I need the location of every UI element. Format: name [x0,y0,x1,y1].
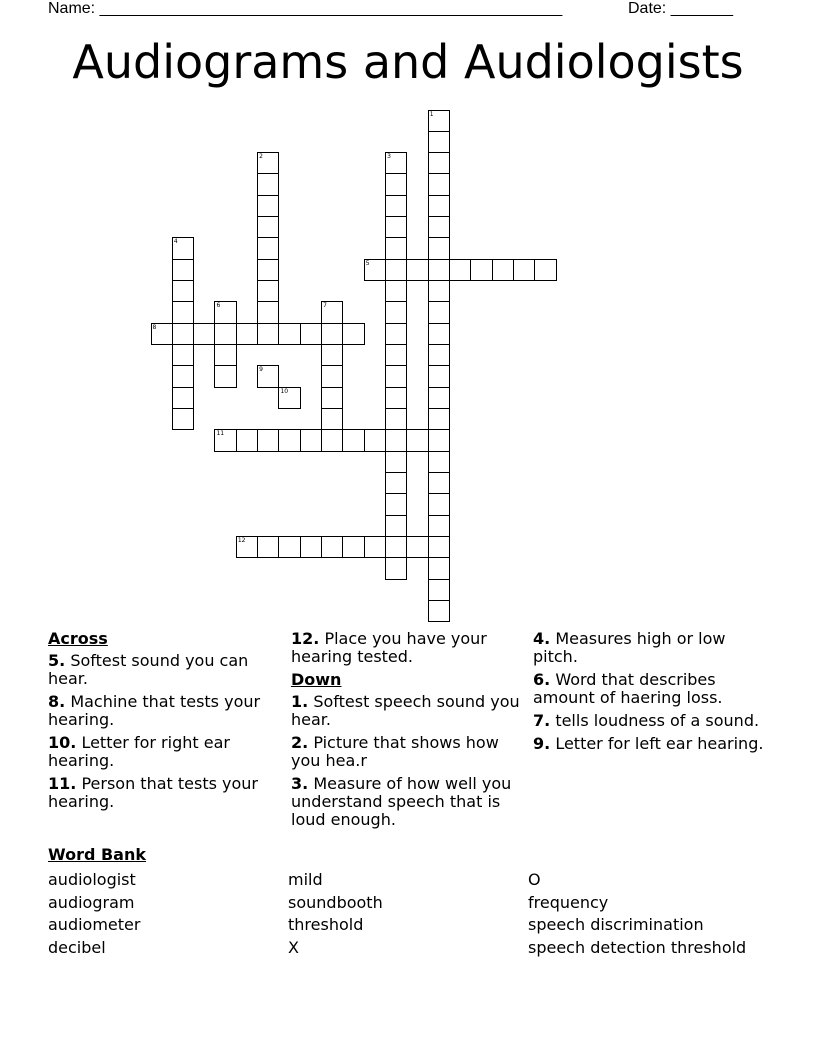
crossword-cell[interactable] [385,365,407,387]
crossword-cell[interactable] [300,323,322,345]
cell-number: 3 [387,153,391,161]
crossword-cell[interactable] [172,344,194,366]
crossword-cell[interactable] [428,323,450,345]
crossword-cell[interactable] [257,536,279,558]
crossword-cell[interactable] [385,536,407,558]
clue-number: 11. [48,774,77,793]
crossword-cell[interactable] [428,429,450,451]
cell-number: 11 [216,430,225,438]
date-line[interactable]: Date: _______ [628,0,733,17]
crossword-cell[interactable] [428,536,450,558]
crossword-cell[interactable] [321,323,343,345]
crossword-cell[interactable] [321,536,343,558]
clue-text: Softest speech sound you hear. [291,692,520,729]
crossword-cell[interactable] [257,173,279,195]
crossword-cell[interactable] [257,323,279,345]
clue-number: 4. [533,629,551,648]
crossword-cell[interactable] [385,301,407,323]
clue-text: Picture that shows how you hea.r [291,733,499,770]
crossword-cell[interactable] [428,408,450,430]
crossword-cell[interactable] [342,536,364,558]
word-bank [48,845,747,958]
crossword-cell[interactable] [428,216,450,238]
crossword-cell[interactable] [278,536,300,558]
crossword-cell[interactable] [257,280,279,302]
word-bank-item: X [288,938,299,958]
crossword-cell[interactable] [428,301,450,323]
crossword-cell[interactable] [385,237,407,259]
word-bank-item: speech discrimination [528,915,704,935]
crossword-cell[interactable] [236,429,258,451]
cell-number: 8 [152,323,157,331]
down-heading: Down [291,670,342,689]
crossword-cell[interactable] [364,429,386,451]
word-bank-item: audiogram [48,892,135,912]
crossword-cell[interactable] [449,259,471,281]
crossword-cell[interactable] [406,259,428,281]
crossword-cell[interactable] [406,536,428,558]
across-heading: Across [48,629,108,648]
crossword-cell[interactable] [428,600,450,622]
cell-number: 4 [173,238,178,246]
crossword-cell[interactable] [428,365,450,387]
crossword-cell[interactable] [300,536,322,558]
word-bank-column-3 [528,869,768,960]
clue-number: 1. [291,692,309,711]
crossword-cell[interactable] [513,259,535,281]
clue-text: Measure of how well you understand speech that is loud enough. [291,774,512,829]
clue-across-11 [48,775,284,811]
crossword-cell[interactable] [385,557,407,579]
crossword-cell[interactable] [428,152,450,174]
crossword-cell[interactable] [385,280,407,302]
crossword-cell[interactable] [385,515,407,537]
cell-number: 1 [429,110,434,118]
name-line[interactable]: Name: ____________________________________________________ [48,0,563,17]
clue-text: Machine that tests your hearing. [48,692,261,729]
clue-across-8 [48,693,284,729]
clue-across-5 [48,652,284,688]
crossword-cell[interactable] [257,301,279,323]
word-bank-title: Word Bank [48,845,147,864]
word-bank-item: O [528,870,541,889]
crossword-cell[interactable] [342,323,364,345]
crossword-cell[interactable] [428,472,450,494]
crossword-cell[interactable] [300,429,322,451]
crossword-cell[interactable] [428,173,450,195]
crossword-cell[interactable] [428,195,450,217]
clue-down-7 [533,712,769,730]
crossword-cell[interactable] [428,259,450,281]
clue-number: 10. [48,733,77,752]
crossword-cell[interactable] [321,344,343,366]
crossword-cell[interactable] [428,493,450,515]
crossword-cell[interactable] [385,195,407,217]
clue-number: 6. [533,670,551,689]
crossword-cell[interactable] [214,344,236,366]
clue-number: 3. [291,774,309,793]
crossword-cell[interactable] [385,429,407,451]
crossword-cell[interactable] [428,579,450,601]
crossword-cell[interactable] [257,216,279,238]
crossword-cell[interactable] [470,259,492,281]
clue-down-9 [533,735,769,753]
cell-number: 9 [259,366,263,374]
crossword-cell[interactable] [428,344,450,366]
cell-number: 6 [216,302,221,310]
cell-number: 12 [237,537,246,545]
clue-text: Letter for right ear hearing. [48,733,230,770]
crossword-cell[interactable] [406,429,428,451]
cell-number: 5 [365,259,370,267]
crossword-cell[interactable] [257,429,279,451]
crossword-cell[interactable] [492,259,514,281]
word-bank-item: threshold [288,915,364,935]
clue-column-2 [291,630,527,834]
crossword-cell[interactable] [385,493,407,515]
crossword-cell[interactable] [428,280,450,302]
page-title: Audiograms and Audiologists [72,35,744,89]
clue-down-2 [291,734,527,770]
crossword-cell[interactable] [257,259,279,281]
clue-down-4 [533,630,769,666]
crossword-cell[interactable] [428,237,450,259]
crossword-cell[interactable] [385,408,407,430]
crossword-cell[interactable] [385,173,407,195]
crossword-cell[interactable] [193,323,215,345]
word-bank-item: decibel [48,938,106,958]
clue-text: Word that describes amount of haering loss. [533,670,723,707]
clue-number: 5. [48,651,66,670]
word-bank-item: soundbooth [288,892,383,912]
crossword-cell[interactable] [428,131,450,153]
crossword-cell[interactable] [385,216,407,238]
clue-across-10 [48,734,284,770]
crossword-cell[interactable] [385,344,407,366]
crossword-cell[interactable] [172,301,194,323]
crossword-cell[interactable] [172,323,194,345]
crossword-cell[interactable] [385,472,407,494]
crossword-cell[interactable] [385,259,407,281]
clue-text: Letter for left ear hearing. [555,734,764,753]
crossword-cell[interactable] [385,323,407,345]
clue-number: 9. [533,734,551,753]
crossword-cell[interactable] [364,536,386,558]
crossword-cell[interactable] [385,451,407,473]
crossword-cell[interactable] [172,365,194,387]
word-bank-item: speech detection threshold [528,938,747,958]
clue-number: 12. [291,629,320,648]
clue-down-3 [291,775,527,829]
crossword-cell[interactable] [428,515,450,537]
clue-text: tells loudness of a sound. [555,711,760,730]
crossword-cell[interactable] [321,429,343,451]
crossword-cell[interactable] [321,365,343,387]
crossword-cell[interactable] [278,323,300,345]
cell-number: 7 [323,302,327,310]
crossword-cell[interactable] [172,387,194,409]
word-bank-item: frequency [528,892,609,912]
crossword-cell[interactable] [257,237,279,259]
crossword-cell[interactable] [257,195,279,217]
cell-number: 2 [259,153,263,161]
clue-down-6 [533,671,769,707]
crossword-cell[interactable] [214,365,236,387]
crossword-cell[interactable] [385,387,407,409]
clue-number: 7. [533,711,551,730]
crossword-cell[interactable] [428,387,450,409]
clue-text: Person that tests your hearing. [48,774,258,811]
crossword-cell[interactable] [172,259,194,281]
word-bank-item: audiometer [48,915,141,935]
clue-column-3 [533,630,769,758]
clue-number: 8. [48,692,66,711]
cell-number: 10 [280,387,289,395]
crossword-cell[interactable] [428,557,450,579]
clue-text: Place you have your hearing tested. [291,629,487,666]
clue-across-12 [291,630,527,666]
crossword-cell[interactable] [214,323,236,345]
crossword-cell[interactable] [321,387,343,409]
crossword-cell[interactable] [534,259,556,281]
crossword-cell[interactable] [172,280,194,302]
crossword-cell[interactable] [428,451,450,473]
crossword-cell[interactable] [342,429,364,451]
clue-down-1 [291,693,527,729]
crossword-cell[interactable] [278,429,300,451]
word-bank-item: mild [288,870,323,889]
crossword-cell[interactable] [236,323,258,345]
word-bank-column-2 [288,869,528,960]
crossword-cell[interactable] [172,408,194,430]
clue-text: Measures high or low pitch. [533,629,726,666]
word-bank-item: audiologist [48,870,136,889]
word-bank-column-1 [48,869,288,960]
crossword-cell[interactable] [321,408,343,430]
clue-number: 2. [291,733,309,752]
clue-column-1 [48,630,284,816]
clue-text: Softest sound you can hear. [48,651,249,688]
